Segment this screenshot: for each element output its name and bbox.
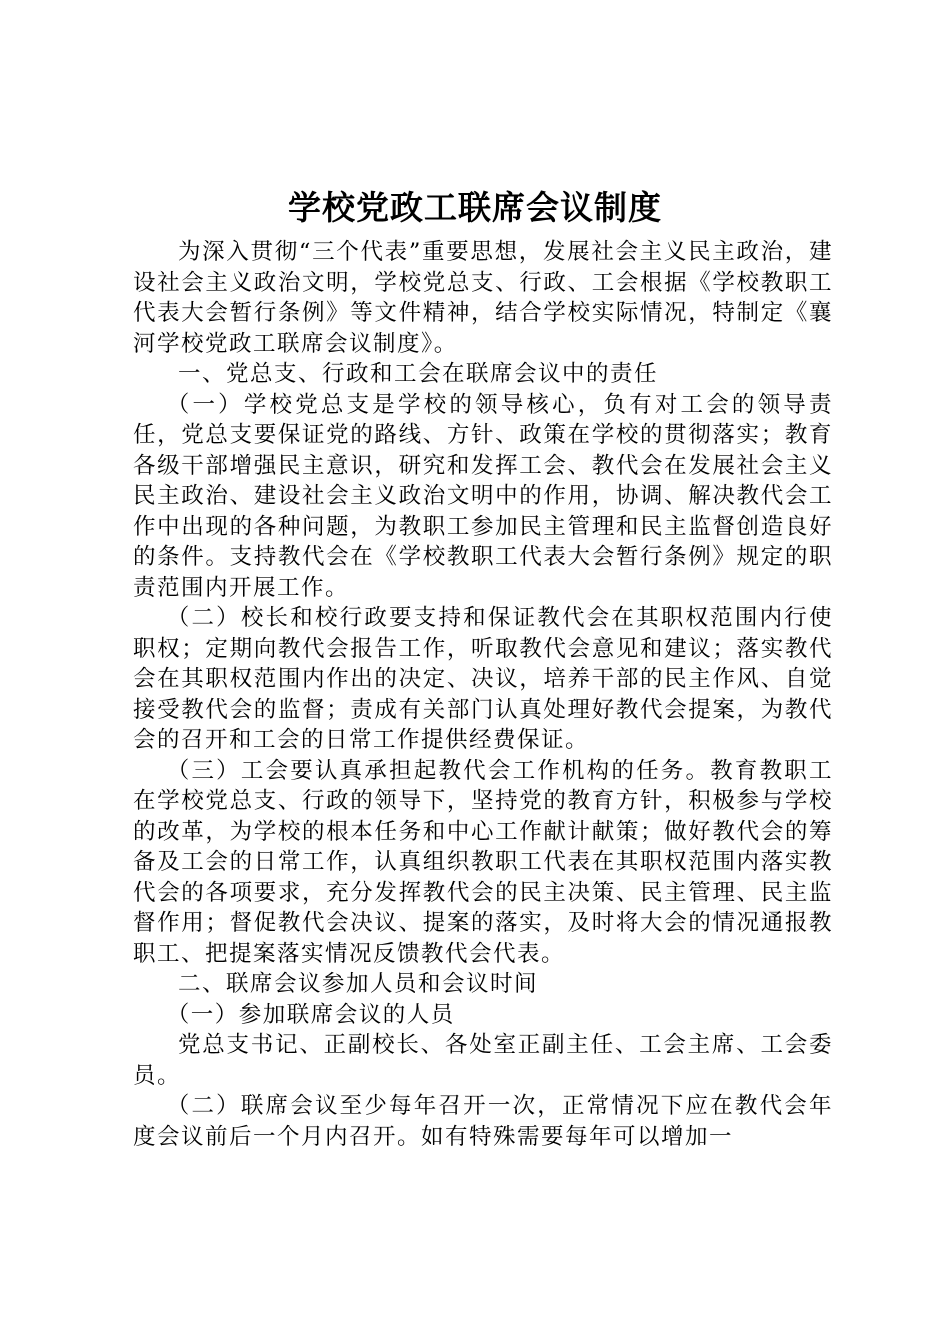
subheading-2-1: （一）参加联席会议的人员 (166, 1001, 455, 1028)
paragraph-2-1: 党总支书记、正副校长、各处室正副主任、工会主席、工会委员。 (133, 1032, 833, 1089)
section-heading-2: 二、联席会议参加人员和会议时间 (178, 971, 539, 997)
document-title: 学校党政工联席会议制度 (288, 188, 662, 227)
paragraph-1-2: （二）校长和校行政要支持和保证教代会在其职权范围内行使职权；定期向教代会报告工作，听取教代会意见和建议；落实教代会在其职权范围内作出的决定、决议，培养干部的民主作风、自觉接受教代会的监督；责成有关部门认真处理好教代会提案，为教代会的召开和工会的日常工作提供经费保证。 (133, 605, 833, 753)
paragraph-1-3: （三）工会要认真承担起教代会工作机构的任务。教育教职工在学校党总支、行政的领导下，坚持党的教育方针，积极参与学校的改革，为学校的根本任务和中心工作献计献策；做好教代会的筹备及工会的日常工作，认真组织教职工代表在其职权范围内落实教代会的各项要求，充分发挥教代会的民主决策、民主管理、民主监督作用；督促教代会决议、提案的落实，及时将大会的情况通报教职工、把提案落实情况反馈教代会代表。 (133, 757, 833, 967)
section-heading-1: 一、党总支、行政和工会在联席会议中的责任 (178, 361, 659, 387)
document-body (133, 237, 833, 1152)
paragraph-2-2: （二）联席会议至少每年召开一次，正常情况下应在教代会年度会议前后一个月内召开。如有特殊需要每年可以增加一 (133, 1093, 833, 1150)
paragraph-1-1: （一）学校党总支是学校的领导核心，负有对工会的领导责任，党总支要保证党的路线、方针、政策在学校的贯彻落实；教育各级干部增强民主意识，研究和发挥工会、教代会在发展社会主义民主政治、建设社会主义政治文明中的作用，协调、解决教代会工作中出现的各种问题，为教职工参加民主管理和民主监督创造良好的条件。支持教代会在《学校教职工代表大会暂行条例》规定的职责范围内开展工作。 (133, 391, 833, 601)
paragraph-intro: 为深入贯彻“三个代表”重要思想，发展社会主义民主政治，建设社会主义政治文明，学校党总支、行政、工会根据《学校教职工代表大会暂行条例》等文件精神，结合学校实际情况，特制定《襄河学校党政工联席会议制度》。 (133, 239, 833, 357)
